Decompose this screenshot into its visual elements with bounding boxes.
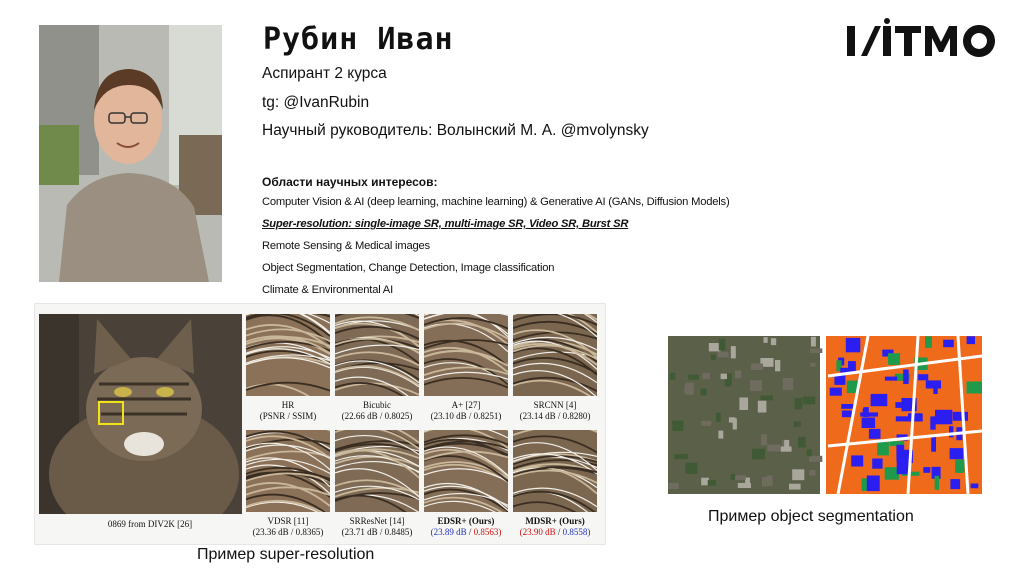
super-resolution-figure: [34, 303, 606, 545]
main-image-caption: 0869 from DIV2K [26]: [107, 519, 193, 529]
sr-patch: [335, 430, 419, 512]
advisor-line: Научный руководитель: Волынский М. А. @mvolynsky: [262, 122, 649, 139]
interests-heading: Области научных интересов:: [262, 175, 438, 189]
interest-item: Computer Vision & AI (deep learning, machine learning) & Generative AI (GANs, Diffusion Models): [262, 196, 730, 208]
interest-item: Remote Sensing & Medical images: [262, 240, 430, 252]
interest-item: Climate & Environmental AI: [262, 284, 393, 296]
segmentation-figure: [668, 336, 982, 494]
segmentation-example-caption: Пример object segmentation: [708, 508, 914, 525]
cat-image: [39, 314, 242, 514]
patch-caption: SRResNet [14] (23.71 dB / 0.8485): [341, 516, 413, 537]
patch-caption: Bicubic (22.66 dB / 0.8025): [341, 400, 413, 421]
patch-caption: HR (PSNR / SSIM): [259, 400, 317, 421]
sr-patch: [246, 314, 330, 396]
patch-caption: MDSR+ (Ours) (23.90 dB / 0.8558): [519, 516, 591, 537]
sr-example-caption: Пример super-resolution: [197, 546, 375, 563]
sr-patch: [513, 314, 597, 396]
sr-patch: [513, 430, 597, 512]
position-line: Аспирант 2 курса: [262, 65, 387, 82]
interest-item: Object Segmentation, Change Detection, Image classification: [262, 262, 555, 274]
itmo-logo: [845, 18, 1001, 65]
patch-caption: EDSR+ (Ours) (23.89 dB / 0.8563): [430, 516, 502, 537]
telegram-handle: tg: @IvanRubin: [262, 94, 370, 111]
patch-caption: VDSR [11] (23.36 dB / 0.8365): [252, 516, 324, 537]
portrait-photo: [39, 25, 222, 282]
interest-item: Super-resolution: single-image SR, multi-image SR, Video SR, Burst SR: [262, 218, 629, 230]
sr-patch: [246, 430, 330, 512]
sr-patch: [335, 314, 419, 396]
patch-caption: SRCNN [4] (23.14 dB / 0.8280): [519, 400, 591, 421]
person-name: Рубин Иван: [263, 22, 454, 57]
sr-patch: [424, 430, 508, 512]
sr-patch: [424, 314, 508, 396]
patch-caption: A+ [27] (23.10 dB / 0.8251): [430, 400, 502, 421]
